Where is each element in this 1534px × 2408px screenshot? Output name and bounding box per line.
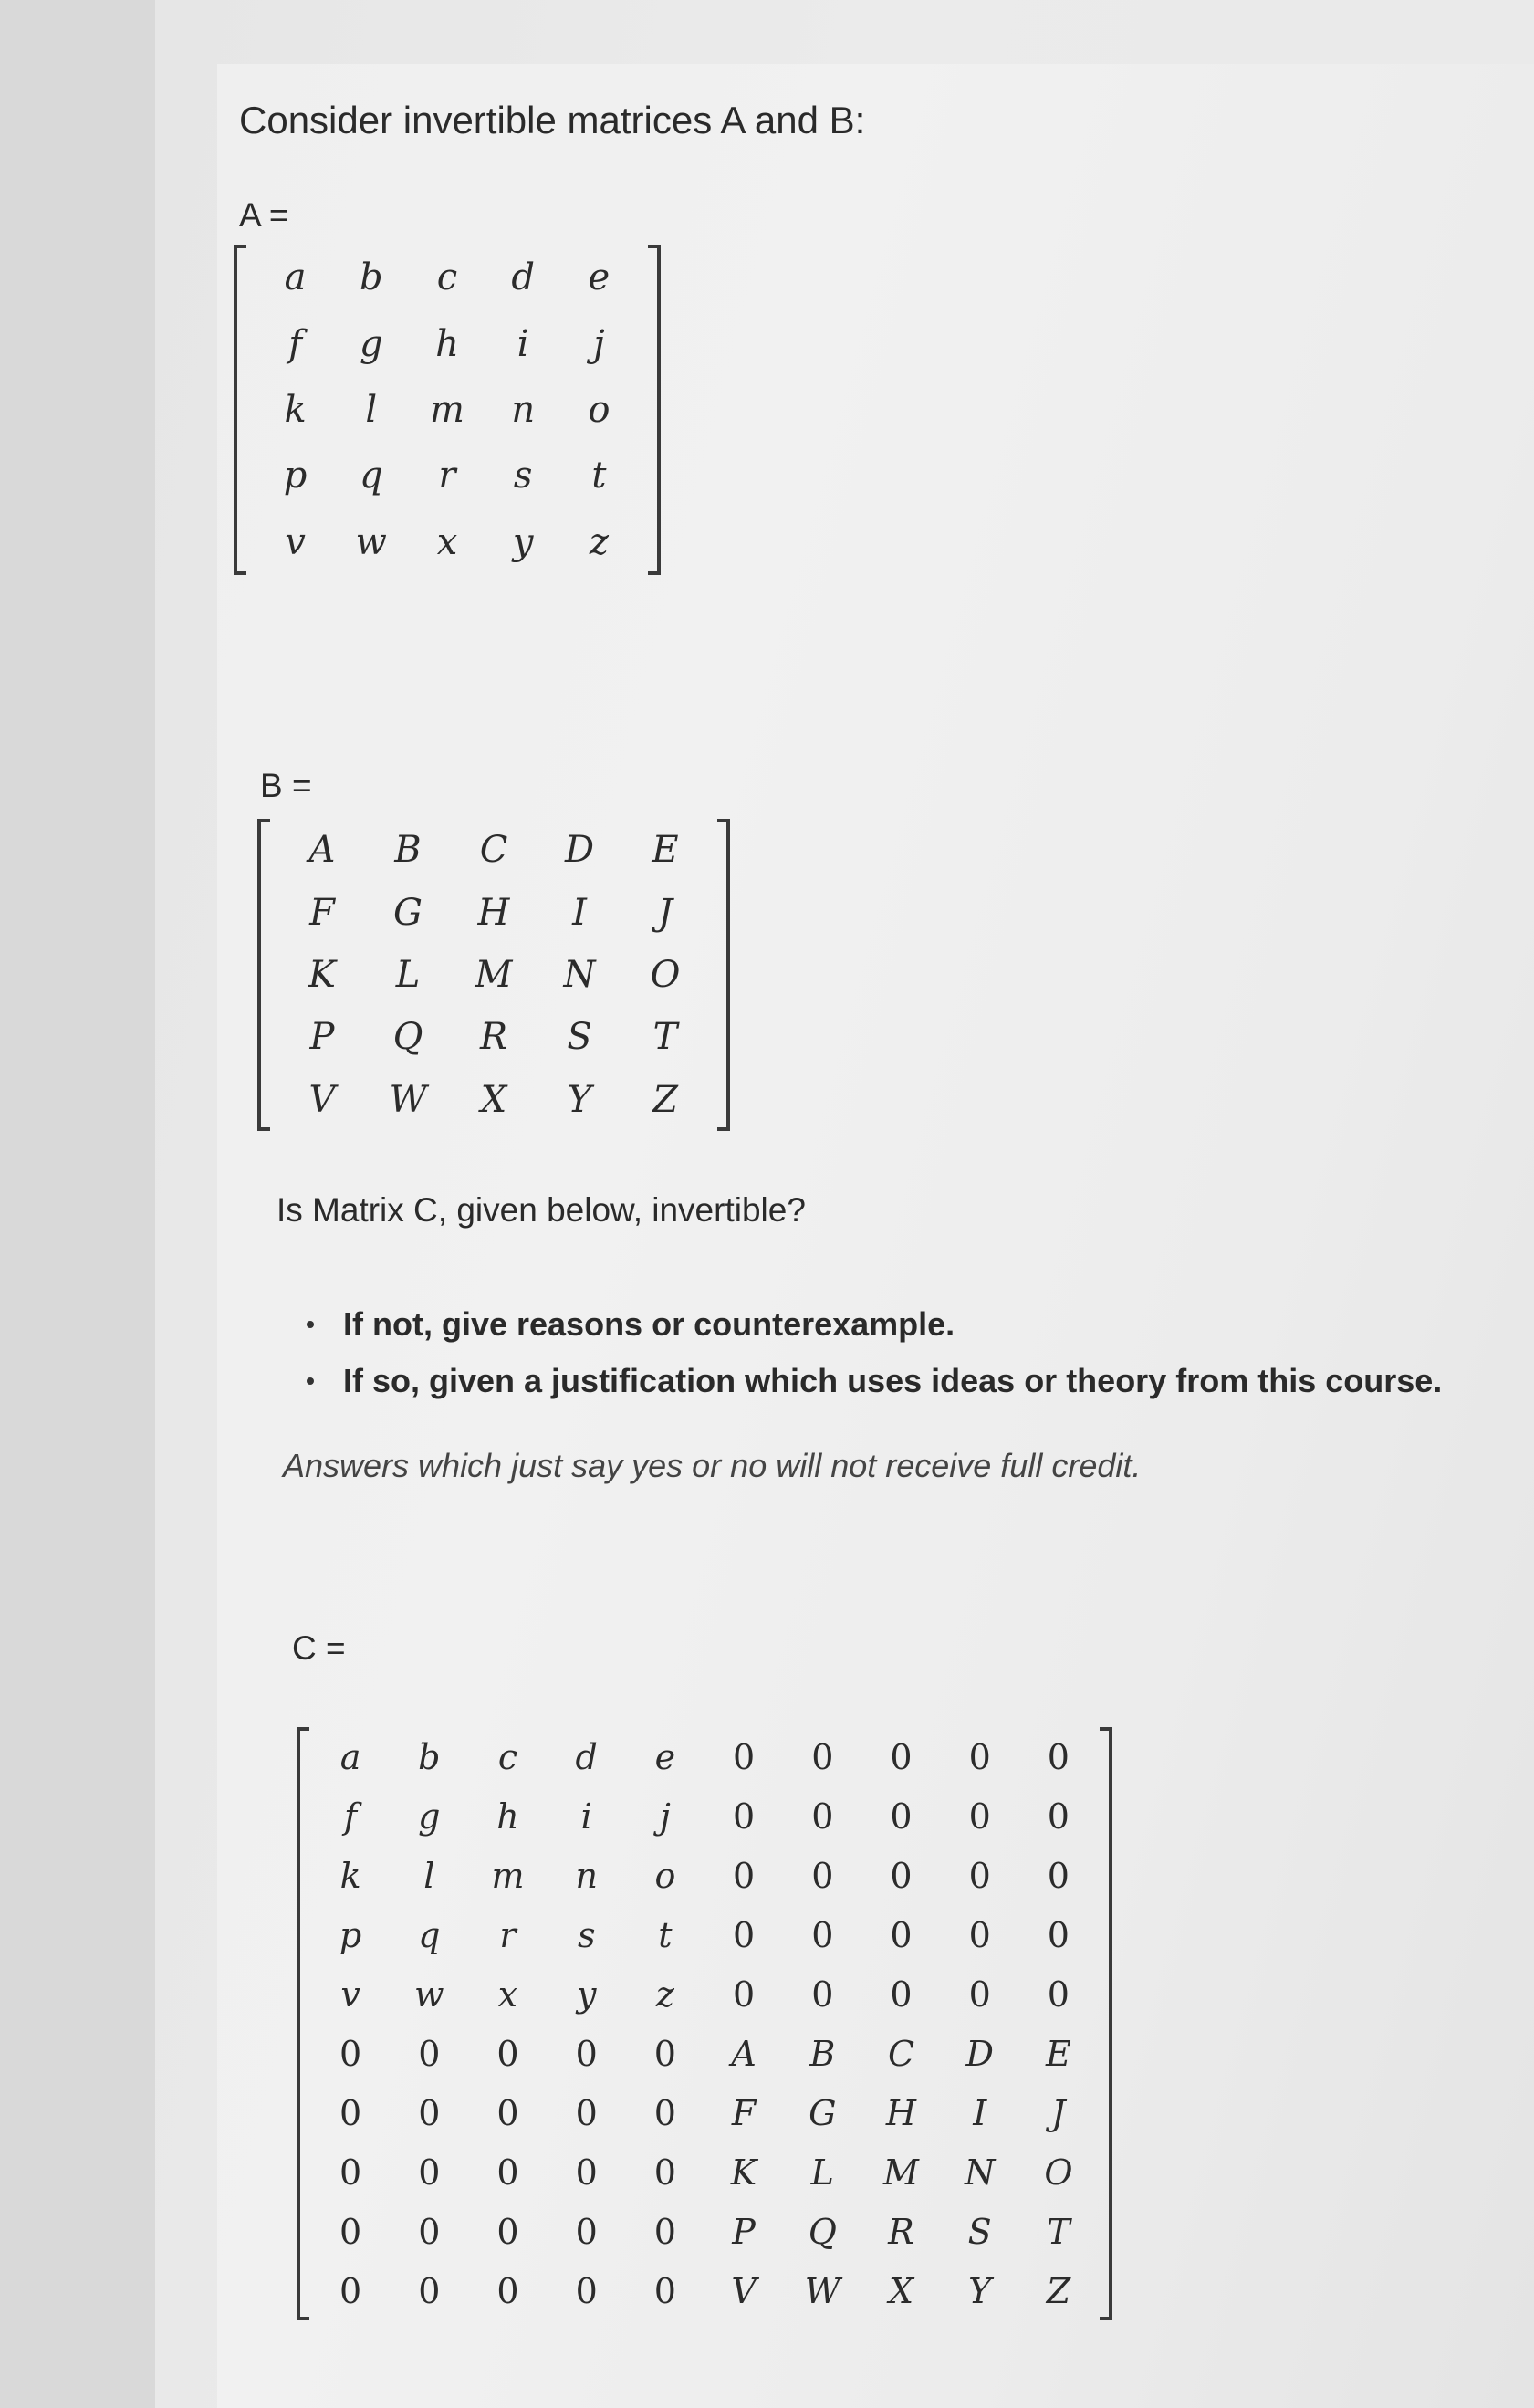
matrix-cell: L	[395, 953, 421, 996]
matrix-c	[297, 1727, 1112, 2320]
matrix-a-label: A =	[239, 196, 289, 234]
matrix-cell: h	[435, 322, 459, 365]
matrix-cell: e	[654, 1736, 676, 1777]
matrix-cell: k	[339, 1855, 361, 1896]
matrix-cell: i	[517, 322, 529, 365]
matrix-cell: T	[1047, 2211, 1070, 2252]
matrix-cell: J	[1051, 2092, 1066, 2133]
matrix-cell: s	[577, 1914, 596, 1955]
matrix-cell: 0	[653, 2092, 676, 2133]
matrix-cell: P	[732, 2211, 756, 2252]
matrix-cell: 0	[732, 1796, 756, 1837]
matrix-cell: 0	[1047, 1736, 1070, 1777]
matrix-cell: K	[308, 953, 336, 996]
matrix-cell: r	[438, 455, 456, 497]
instruction-text: If so, given a justification which uses ideas or theory from this course.	[343, 1362, 1443, 1399]
matrix-cell: 0	[811, 1736, 834, 1777]
matrix-cell: 0	[575, 2270, 598, 2311]
matrix-cell: 0	[890, 1974, 913, 2015]
matrix-cell: X	[480, 1078, 507, 1121]
matrix-cell: w	[355, 520, 387, 563]
matrix-cell: h	[496, 1796, 519, 1837]
matrix-cell: 0	[653, 2211, 676, 2252]
matrix-cell: D	[564, 829, 595, 872]
matrix-cell: V	[731, 2270, 757, 2311]
matrix-cell: I	[572, 891, 587, 934]
instruction-item	[343, 1296, 1442, 1353]
instruction-item	[343, 1353, 1442, 1409]
matrix-cell: 0	[732, 1914, 756, 1955]
matrix-cell: E	[652, 829, 679, 872]
instructions-list	[343, 1296, 1442, 1409]
matrix-cell: 0	[732, 1736, 756, 1777]
matrix-cell: Z	[1046, 2270, 1071, 2311]
matrix-cell: X	[888, 2270, 914, 2311]
matrix-cell: i	[580, 1796, 592, 1837]
bullet-icon	[307, 1377, 314, 1385]
credit-note: Answers which just say yes or no will not receive full credit.	[283, 1447, 1142, 1484]
matrix-cell: T	[652, 1016, 678, 1059]
matrix-cell: R	[888, 2211, 914, 2252]
matrix-cell: O	[1044, 2151, 1073, 2193]
matrix-cell: 0	[811, 1796, 834, 1837]
matrix-cell: C	[887, 2033, 915, 2074]
matrix-cell: Y	[968, 2270, 992, 2311]
matrix-b	[257, 819, 730, 1131]
matrix-cell: Y	[567, 1078, 592, 1121]
matrix-cell: r	[499, 1914, 517, 1955]
matrix-cell: t	[591, 455, 607, 497]
matrix-cell: y	[512, 520, 534, 563]
matrix-cell: b	[418, 1736, 441, 1777]
matrix-cell: G	[809, 2092, 837, 2133]
matrix-cell: 0	[418, 2033, 441, 2074]
matrix-cell: 0	[1047, 1914, 1070, 1955]
matrix-cell: F	[309, 891, 335, 934]
matrix-cell: 0	[418, 2092, 441, 2133]
matrix-cell: d	[511, 257, 535, 299]
matrix-cell: 0	[811, 1914, 834, 1955]
matrix-cell: 0	[496, 2211, 519, 2252]
matrix-cell: Z	[652, 1078, 678, 1121]
matrix-cell: f	[288, 322, 302, 365]
matrix-cell: 0	[968, 1855, 991, 1896]
matrix-cell: z	[589, 520, 609, 563]
matrix-cell: 0	[1047, 1974, 1070, 2015]
matrix-cell: W	[804, 2270, 840, 2311]
matrix-cell: o	[588, 388, 610, 431]
matrix-cell: 0	[575, 2151, 598, 2193]
matrix-cell: 0	[732, 1855, 756, 1896]
matrix-a	[234, 245, 661, 575]
matrix-cell: j	[593, 322, 605, 365]
matrix-cell: k	[284, 388, 307, 431]
matrix-cell: g	[418, 1796, 441, 1837]
matrix-cell: v	[340, 1974, 360, 2015]
matrix-cell: 0	[811, 1974, 834, 2015]
matrix-cell: Q	[808, 2211, 837, 2252]
matrix-cell: O	[650, 953, 681, 996]
matrix-cell: x	[436, 520, 458, 563]
matrix-cell: v	[285, 520, 306, 563]
matrix-cell: y	[576, 1974, 597, 2015]
matrix-cell: 0	[575, 2092, 598, 2133]
matrix-cell: C	[479, 829, 508, 872]
matrix-cell: L	[810, 2151, 834, 2193]
instruction-text: If not, give reasons or counterexample.	[343, 1305, 955, 1343]
matrix-b-label: B =	[260, 767, 312, 804]
matrix-c-label: C =	[292, 1629, 346, 1667]
matrix-cell: q	[418, 1914, 441, 1955]
matrix-cell: p	[283, 455, 308, 497]
matrix-cell: 0	[418, 2151, 441, 2193]
matrix-cell: F	[731, 2092, 757, 2133]
matrix-cell: K	[730, 2151, 757, 2193]
matrix-cell: 0	[890, 1796, 913, 1837]
matrix-cell: c	[436, 257, 458, 299]
matrix-cell: Q	[392, 1016, 423, 1059]
matrix-cell: l	[423, 1855, 435, 1896]
matrix-cell: 0	[496, 2033, 519, 2074]
matrix-cell: x	[497, 1974, 518, 2015]
matrix-cell: S	[567, 1016, 592, 1059]
matrix-cell: z	[655, 1974, 674, 2015]
matrix-c-grid	[300, 1727, 1109, 2320]
matrix-cell: 0	[653, 2151, 676, 2193]
matrix-cell: b	[359, 257, 383, 299]
matrix-cell: 0	[418, 2211, 441, 2252]
matrix-cell: 0	[732, 1974, 756, 2015]
matrix-cell: e	[588, 257, 610, 299]
matrix-cell: E	[1046, 2033, 1071, 2074]
matrix-cell: 0	[339, 2033, 362, 2074]
matrix-cell: A	[308, 829, 336, 872]
matrix-cell: 0	[968, 1796, 991, 1837]
matrix-cell: 0	[496, 2270, 519, 2311]
matrix-cell: N	[563, 953, 596, 996]
matrix-cell: 0	[496, 2151, 519, 2193]
matrix-cell: s	[513, 455, 533, 497]
matrix-cell: N	[965, 2151, 996, 2193]
matrix-cell: J	[657, 891, 673, 934]
matrix-cell: 0	[575, 2033, 598, 2074]
matrix-cell: D	[965, 2033, 994, 2074]
matrix-cell: p	[339, 1914, 362, 1955]
intro-text: Consider invertible matrices A and B:	[239, 99, 866, 141]
matrix-cell: 0	[339, 2270, 362, 2311]
matrix-cell: R	[479, 1016, 508, 1059]
matrix-cell: B	[809, 2033, 836, 2074]
matrix-cell: G	[393, 891, 423, 934]
matrix-cell: 0	[890, 1914, 913, 1955]
matrix-b-grid	[261, 819, 726, 1131]
matrix-cell: H	[477, 891, 510, 934]
matrix-cell: 0	[339, 2151, 362, 2193]
matrix-cell: A	[731, 2033, 757, 2074]
matrix-cell: 0	[418, 2270, 441, 2311]
matrix-cell: 0	[575, 2211, 598, 2252]
matrix-cell: q	[359, 455, 383, 497]
matrix-cell: 0	[653, 2033, 676, 2074]
matrix-cell: P	[309, 1016, 335, 1059]
matrix-cell: 0	[653, 2270, 676, 2311]
matrix-cell: 0	[968, 1914, 991, 1955]
matrix-cell: V	[308, 1078, 336, 1121]
matrix-cell: 0	[1047, 1855, 1070, 1896]
matrix-cell: H	[885, 2092, 917, 2133]
matrix-cell: 0	[811, 1855, 834, 1896]
matrix-cell: n	[511, 388, 536, 431]
matrix-cell: m	[491, 1855, 525, 1896]
matrix-cell: m	[430, 388, 464, 431]
matrix-cell: 0	[968, 1974, 991, 2015]
matrix-a-grid	[237, 245, 657, 575]
matrix-cell: I	[973, 2092, 987, 2133]
matrix-cell: d	[575, 1736, 598, 1777]
bullet-icon	[307, 1321, 314, 1328]
matrix-cell: o	[654, 1855, 676, 1896]
matrix-cell: M	[883, 2151, 919, 2193]
matrix-cell: j	[659, 1796, 671, 1837]
matrix-cell: M	[475, 953, 513, 996]
matrix-cell: g	[359, 322, 383, 365]
matrix-cell: 0	[968, 1736, 991, 1777]
matrix-cell: a	[339, 1736, 361, 1777]
matrix-cell: 0	[890, 1855, 913, 1896]
matrix-cell: B	[394, 829, 422, 872]
matrix-cell: a	[284, 257, 307, 299]
matrix-cell: c	[497, 1736, 518, 1777]
question-text: Is Matrix C, given below, invertible?	[277, 1191, 806, 1229]
matrix-cell: n	[575, 1855, 598, 1896]
matrix-cell: 0	[496, 2092, 519, 2133]
matrix-cell: 0	[339, 2092, 362, 2133]
matrix-cell: l	[365, 388, 378, 431]
matrix-cell: 0	[890, 1736, 913, 1777]
matrix-cell: 0	[1047, 1796, 1070, 1837]
matrix-cell: w	[414, 1974, 444, 2015]
matrix-cell: f	[344, 1796, 358, 1837]
matrix-cell: W	[389, 1078, 427, 1121]
matrix-cell: t	[658, 1914, 673, 1955]
matrix-cell: 0	[339, 2211, 362, 2252]
matrix-cell: S	[967, 2211, 992, 2252]
